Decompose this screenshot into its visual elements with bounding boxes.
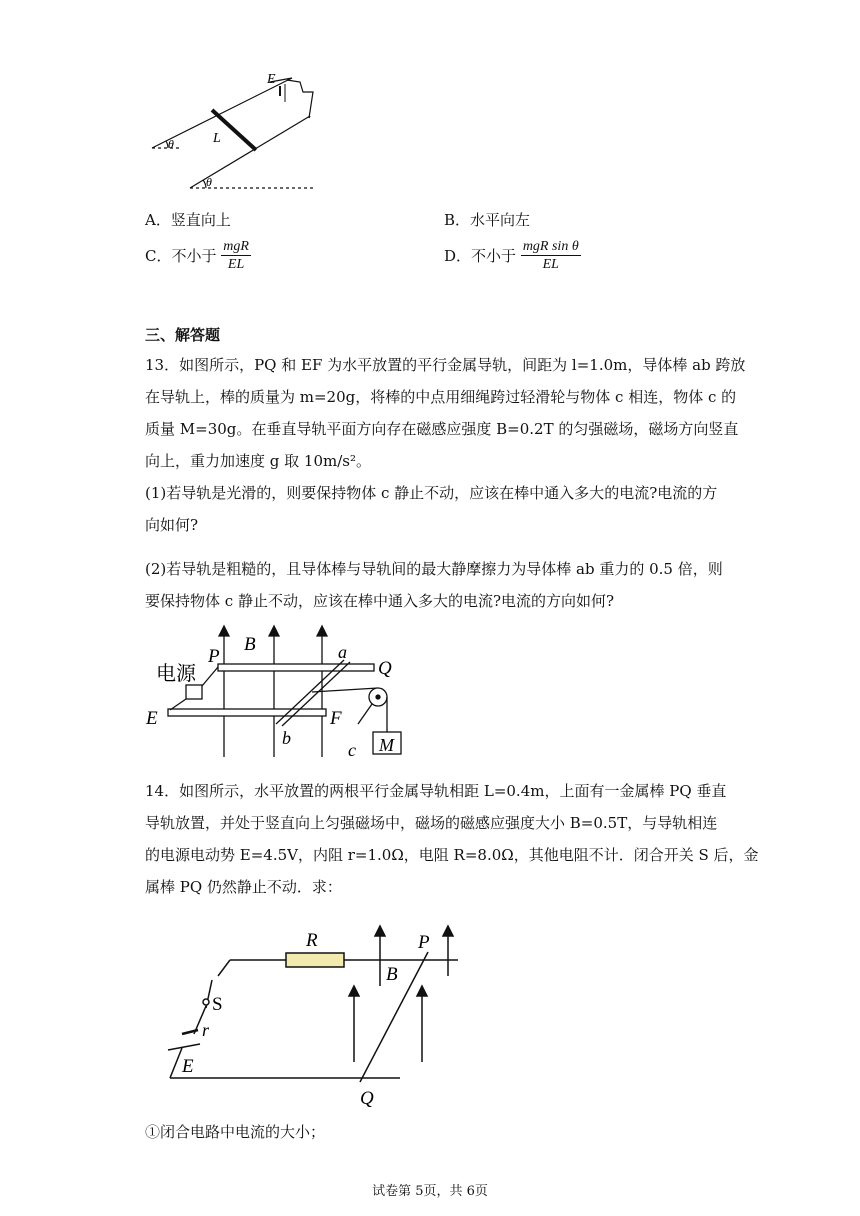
q13-line-8: 要保持物体 c 静止不动，应该在棒中通入多大的电流?电流的方向如何? [145,592,615,610]
q14-sub-1: ①闭合电路中电流的大小； [145,1123,326,1141]
option-d-fraction: $\frac{\text{mgR sin θ}}{EL}$ [522,239,579,272]
label-F: F [330,708,342,729]
q14-line-3: 的电源电动势 E=4.5V，内阻 r=1.0Ω，电阻 R=8.0Ω，其他电阻不计．闭合开关 S 后，金 [145,846,759,864]
label-r: r [202,1020,210,1040]
label-E: E [182,1056,194,1077]
label-E: E [267,72,276,87]
q13-line-2: 在导轨上，棒的质量为 m=20g，将棒的中点用细绳跨过轻滑轮与物体 c 相连，物体 c 的 [145,388,737,406]
q14-line-2: 导轨放置，并处于竖直向上匀强磁场中，磁场的磁感应强度大小 B=0.5T，与导轨相连 [145,814,718,832]
q13-line-5: (1)若导轨是光滑的，则要保持物体 c 静止不动，应该在棒中通入多大的电流?电流的方 [145,484,718,502]
section-title: 三、解答题 [145,326,221,344]
label-theta-2: θ [206,175,212,189]
label-b: b [282,728,291,748]
label-c: c [348,740,356,760]
q13-line-7: (2)若导轨是粗糙的，且导体棒与导轨间的最大静摩擦力为导体棒 ab 重力的 0.5 倍，则 [145,560,723,578]
label-Q: Q [378,658,392,679]
q14-line-4: 属棒 PQ 仍然静止不动．求： [145,878,342,896]
q14-line-1: 14．如图所示，水平放置的两根平行金属导轨相距 L=0.4m，上面有一金属棒 PQ 垂直 [145,782,727,800]
label-Q: Q [360,1088,374,1109]
label-B: B [244,634,256,655]
label-B: B [386,964,398,985]
rails-pulley-figure [140,622,410,762]
q13-line-3: 质量 M=30g。在垂直导轨平面方向存在磁感应强度 B=0.2T 的匀强磁场，磁场方向竖直 [145,420,739,438]
option-b: B．水平向左 [444,211,531,229]
circuit-rails-figure [160,922,470,1112]
q13-line-4: 向上，重力加速度 g 取 10m/s²。 [145,452,371,470]
label-P: P [418,932,430,953]
label-E: E [146,708,158,729]
label-M: M [379,735,394,755]
label-L: L [213,131,221,146]
label-R: R [306,930,318,951]
resistor-R [286,953,344,967]
label-power-source: 电源 [156,663,196,685]
option-c: C．不小于 $\frac{\text{mgR}}{EL}$ [145,239,249,272]
option-a: A．竖直向上 [145,211,231,229]
option-c-fraction: $\frac{\text{mgR}}{EL}$ [223,239,249,272]
label-S: S [212,994,223,1015]
incline-rails-figure [140,68,330,196]
q13-line-6: 向如何? [145,516,199,534]
label-P: P [208,646,220,667]
q13-line-1: 13．如图所示，PQ 和 EF 为水平放置的平行金属导轨，间距为 l=1.0m，导体棒 ab 跨放 [145,356,746,374]
power-source-box [186,685,202,699]
label-theta-1: θ [168,137,174,151]
label-a: a [338,642,347,662]
page-footer: 试卷第 5页，共 6页 [372,1184,488,1199]
option-d: D．不小于 $\frac{\text{mgR sin θ}}{EL}$ [444,239,579,272]
